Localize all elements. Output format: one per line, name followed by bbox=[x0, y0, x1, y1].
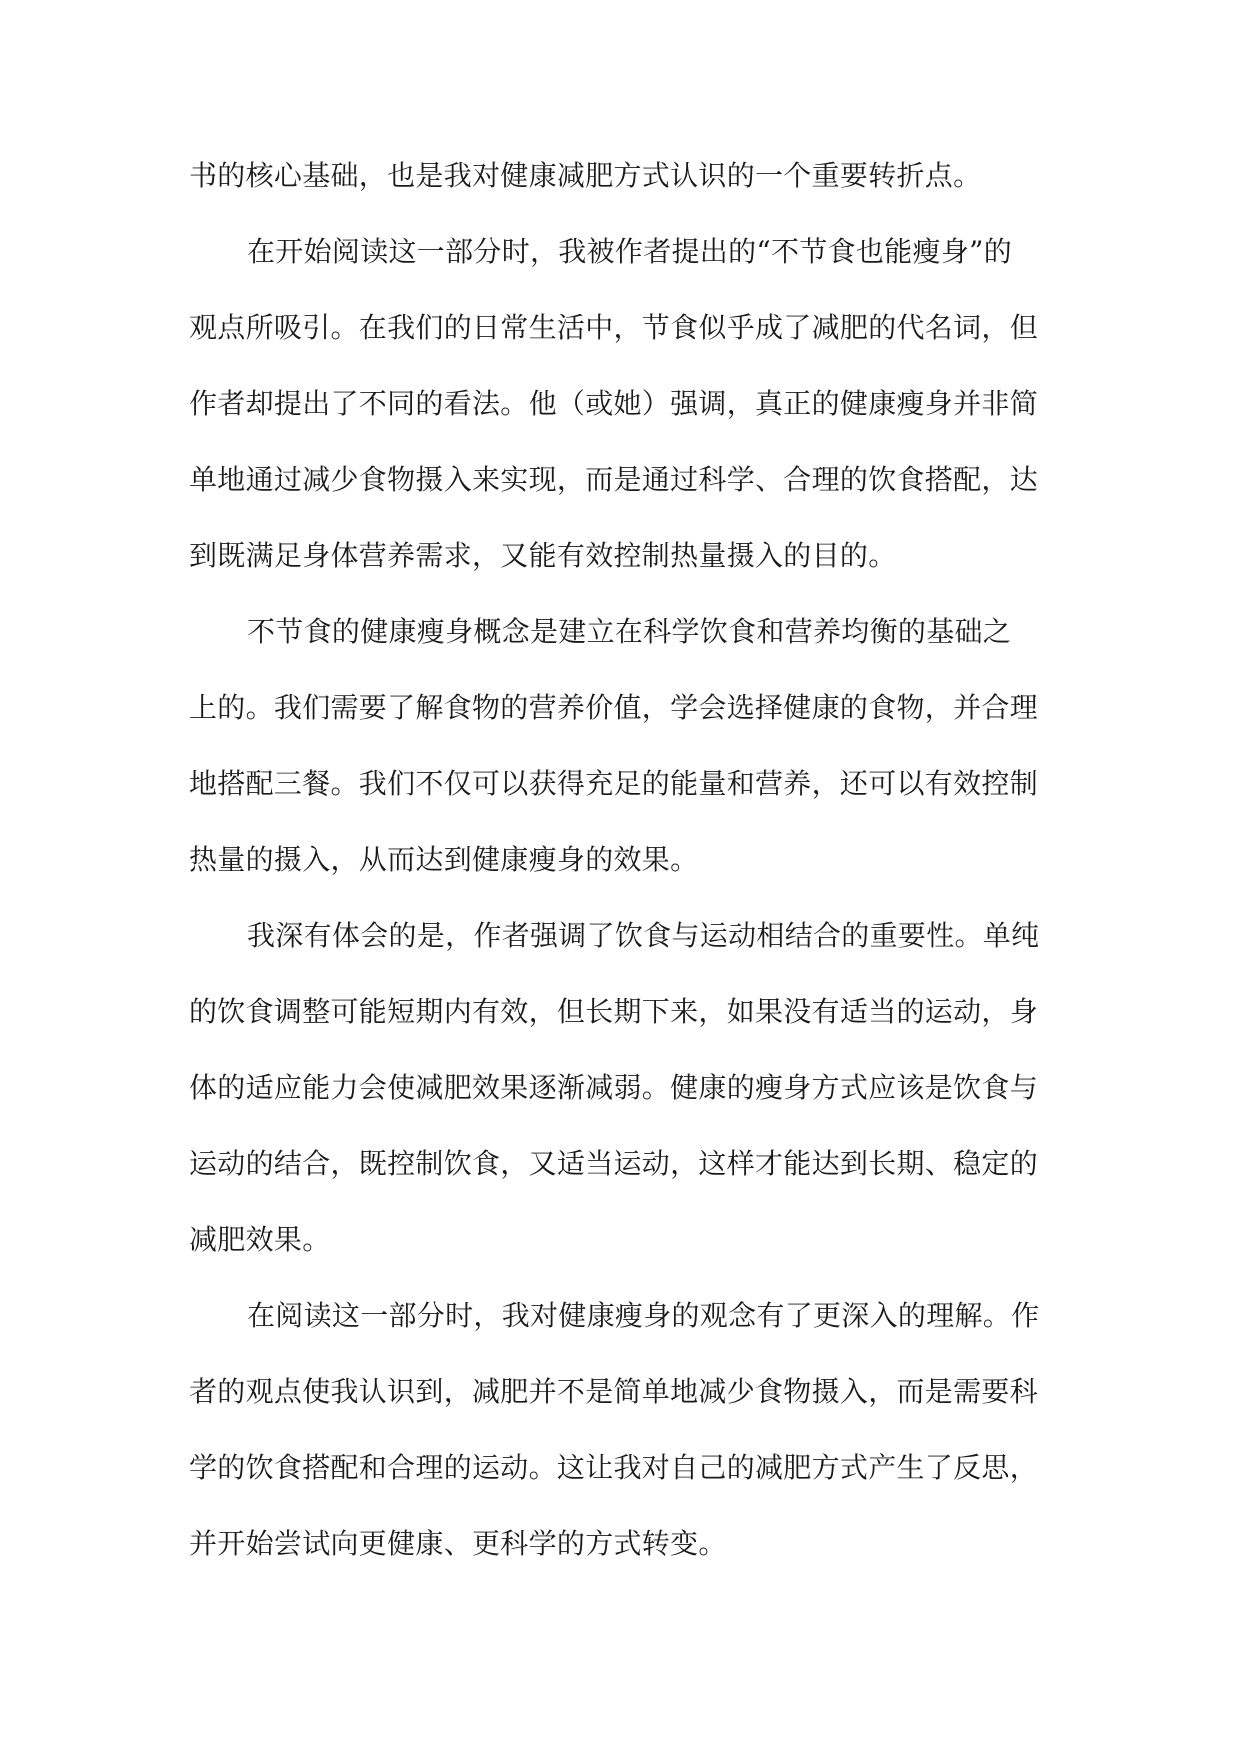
document-body bbox=[189, 138, 1059, 1582]
text-line: 学的饮食搭配和合理的运动。这让我对自己的减肥方式产生了反思， bbox=[189, 1451, 1039, 1484]
text-line: 观点所吸引。在我们的日常生活中，节食似乎成了减肥的代名词，但 bbox=[189, 311, 1039, 344]
text-line: 上的。我们需要了解食物的营养价值，学会选择健康的食物，并合理 bbox=[189, 691, 1039, 724]
text-line: 单地通过减少食物摄入来实现，而是通过科学、合理的饮食搭配，达 bbox=[189, 463, 1039, 496]
text-line: 热量的摄入，从而达到健康瘦身的效果。 bbox=[189, 843, 699, 876]
text-line: 不节食的健康瘦身概念是建立在科学饮食和营养均衡的基础之 bbox=[247, 615, 1012, 648]
text-line: 者的观点使我认识到，减肥并不是简单地减少食物摄入，而是需要科 bbox=[189, 1375, 1039, 1408]
text-line: 作者却提出了不同的看法。他（或她）强调，真正的健康瘦身并非简 bbox=[189, 387, 1039, 420]
text-line: 体的适应能力会使减肥效果逐渐减弱。健康的瘦身方式应该是饮食与 bbox=[189, 1071, 1039, 1104]
text-line: 减肥效果。 bbox=[189, 1223, 331, 1256]
text-line: 地搭配三餐。我们不仅可以获得充足的能量和营养，还可以有效控制 bbox=[189, 767, 1039, 800]
text-line: 在阅读这一部分时，我对健康瘦身的观念有了更深入的理解。作 bbox=[247, 1299, 1040, 1332]
text-line: 书的核心基础，也是我对健康减肥方式认识的一个重要转折点。 bbox=[189, 159, 982, 192]
text-line: 的饮食调整可能短期内有效，但长期下来，如果没有适当的运动，身 bbox=[189, 995, 1039, 1028]
text-line: 运动的结合，既控制饮食，又适当运动，这样才能达到长期、稳定的 bbox=[189, 1147, 1039, 1180]
text-line: 并开始尝试向更健康、更科学的方式转变。 bbox=[189, 1527, 727, 1560]
text-line: 到既满足身体营养需求，又能有效控制热量摄入的目的。 bbox=[189, 539, 897, 572]
text-line: 在开始阅读这一部分时，我被作者提出的“不节食也能瘦身”的 bbox=[247, 235, 1013, 268]
text-line: 我深有体会的是，作者强调了饮食与运动相结合的重要性。单纯 bbox=[247, 919, 1040, 952]
